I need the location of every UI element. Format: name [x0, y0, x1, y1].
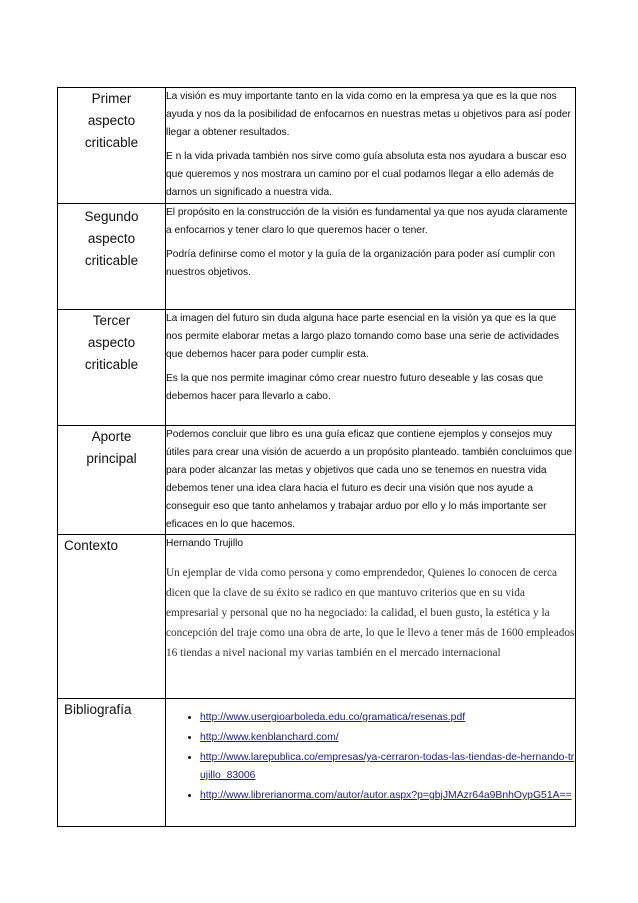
paragraph: El propósito en la construcción de la visión es fundamental ya que nos ayuda claramente a enfocarnos y tener claro lo que queremos hacer o tener.	[166, 207, 568, 236]
bibliography-link[interactable]: http://www.librerianorma.com/autor/autor.aspx?p=gbjJMAzr64a9BnhOypG51A==	[200, 790, 572, 801]
label-line: Bibliografía	[64, 702, 132, 717]
bibliography-link[interactable]: http://www.usergioarboleda.edu.co/gramatica/resenas.pdf	[200, 712, 466, 723]
row-tercer-aspecto	[58, 310, 576, 426]
row-segundo-aspecto	[58, 204, 576, 310]
label-line: Contexto	[64, 538, 119, 553]
label-line: aspecto	[87, 113, 136, 128]
row-content	[166, 535, 576, 699]
label-line: Segundo	[84, 209, 139, 224]
row-label	[58, 310, 166, 426]
list-item	[200, 749, 575, 785]
row-contexto	[58, 535, 576, 699]
paragraph: Podría definirse como el motor y la guía de la organización para poder así cumplir con nuestros objetivos.	[166, 249, 556, 278]
author-name: Hernando Trujillo	[166, 538, 244, 549]
bibliography-list	[166, 709, 575, 805]
list-item	[200, 787, 575, 805]
label-line: principal	[86, 451, 137, 466]
row-content	[166, 699, 576, 827]
label-line: Tercer	[92, 313, 131, 328]
row-content	[166, 426, 576, 535]
row-label	[58, 535, 166, 699]
bibliography-link[interactable]: http://www.kenblanchard.com/	[200, 732, 339, 743]
list-item	[200, 709, 575, 727]
row-content	[166, 88, 576, 204]
row-aporte-principal	[58, 426, 576, 535]
row-content	[166, 204, 576, 310]
bibliography-link[interactable]: http://www.larepublica.co/empresas/ya-cerraron-todas-las-tiendas-de-hernando-trujillo_83006	[200, 752, 575, 781]
label-line: aspecto	[87, 231, 136, 246]
list-item	[200, 729, 575, 747]
label-line: criticable	[84, 253, 139, 268]
label-line: Aporte	[91, 429, 132, 444]
row-primer-aspecto	[58, 88, 576, 204]
row-label	[58, 88, 166, 204]
paragraph: Podemos concluir que libro es una guía eficaz que contiene ejemplos y consejos muy útiles para crear una visión de acuerdo a un propósito planteado. también concluimos que para poder alcanzar las metas y objetivos que cada uno se tenemos en nuestra vida debemos tener una idea clara hacia el futuro es decir una visión que nos ayude a conseguir eso que tanto anhelamos y trabajar arduo por ello y lo más importante ser eficaces en lo que hacemos.	[166, 429, 573, 530]
paragraph: La imagen del futuro sin duda alguna hace parte esencial en la visión ya que es la que nos permite elaborar metas a largo plazo tomando como base una serie de actividades que debemos hacer para poder cumplir esta.	[166, 313, 560, 360]
label-line: criticable	[84, 357, 139, 372]
label-line: Primer	[91, 91, 132, 106]
paragraph: La visión es muy importante tanto en la vida como en la empresa ya que es la que nos ayuda y nos da la posibilidad de enfocarnos en nuestras metas u objetivos para así poder llegar a obtener resultados.	[166, 91, 571, 138]
row-label	[58, 204, 166, 310]
review-table	[57, 87, 576, 827]
row-bibliografia	[58, 699, 576, 827]
paragraph: Es la que nos permite imaginar cómo crear nuestro futuro deseable y las cosas que debemos hacer para llevarlo a cabo.	[166, 373, 544, 402]
label-line: criticable	[84, 135, 139, 150]
quote-paragraph: Un ejemplar de vida como persona y como emprendedor, Quienes lo conocen de cerca dicen que la clave de su éxito se radico en que mantuvo criterios que en su vida empresarial y personal que no ha negociado: la calidad, el buen gusto, la estética y la concepción del traje como una obra de arte, lo que le llevo a tener más de 1600 empleados 16 tiendas a nivel nacional my varias también en el mercado internacional	[166, 567, 575, 659]
row-label	[58, 426, 166, 535]
paragraph: E n la vida privada también nos sirve como guía absoluta esta nos ayudara a buscar eso que queremos y nos mostrara un camino por el cual podamos llegar a ello además de darnos un significado a nuestra vida.	[166, 151, 567, 198]
row-label	[58, 699, 166, 827]
label-line: aspecto	[87, 335, 136, 350]
row-content	[166, 310, 576, 426]
